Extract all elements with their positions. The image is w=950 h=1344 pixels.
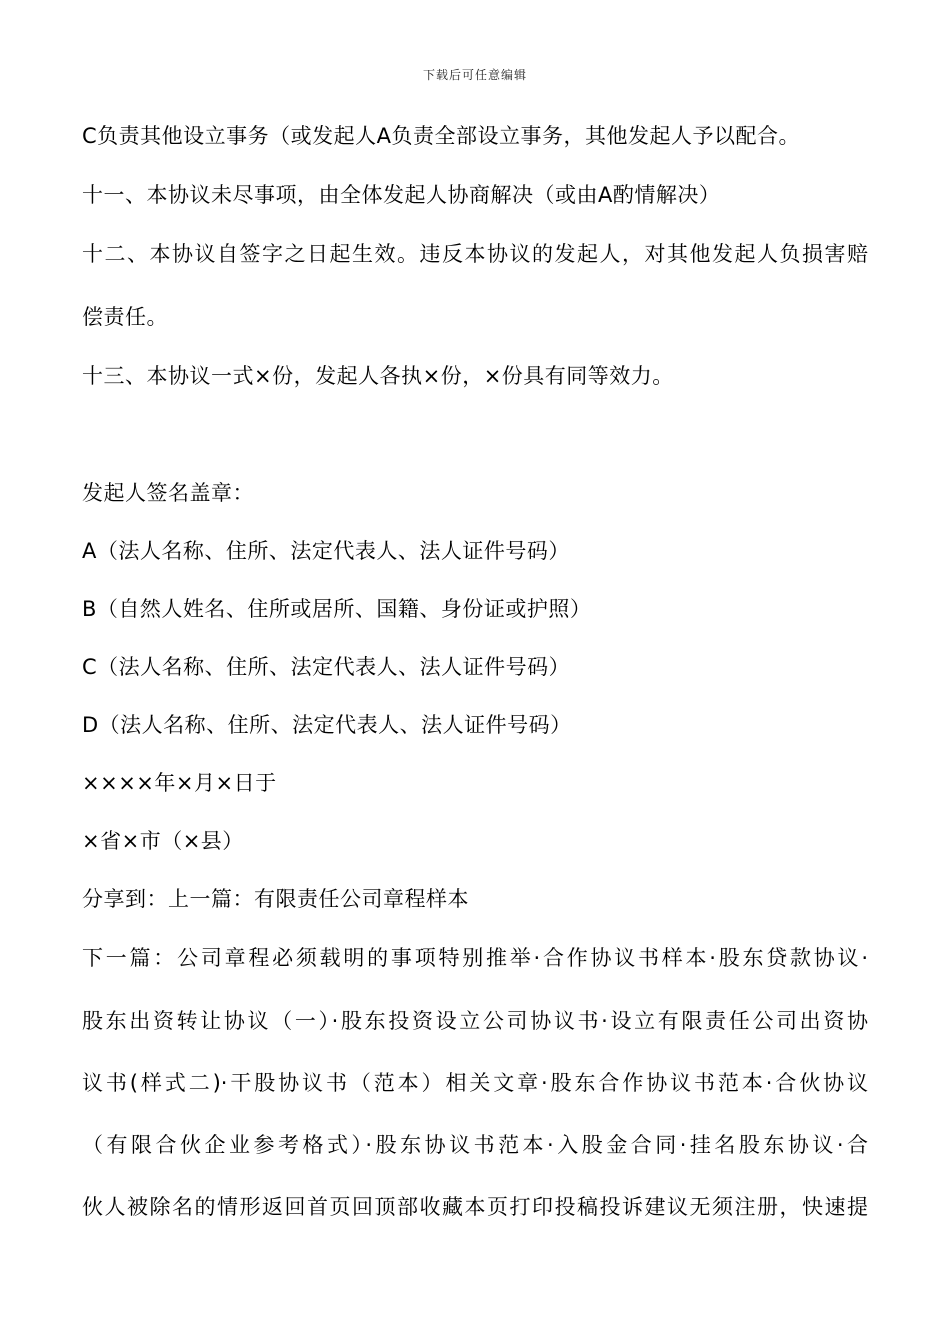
clause-twelve-continued: 偿责任。 [82, 305, 168, 329]
signature-heading: 发起人签名盖章： [82, 481, 254, 505]
signing-date: ××××年×月×日于 [82, 771, 277, 795]
footer-links: 伙人被除名的情形返回首页回顶部收藏本页打印投稿投诉建议无须注册，快速提 [82, 1195, 868, 1219]
clause-twelve: 十二、本协议自签字之日起生效。违反本协议的发起人，对其他发起人负损害赔 [82, 242, 868, 266]
clause-eleven: 十一、本协议未尽事项，由全体发起人协商解决（或由A酌情解决） [82, 183, 721, 207]
page-header: 下载后可任意编辑 [422, 68, 527, 82]
related-article-list: 股东出资转让协议（一）·股东投资设立公司协议书·设立有限责任公司出资协 [82, 1009, 868, 1033]
signatory-a: A（法人名称、住所、法定代表人、法人证件号码） [82, 539, 570, 563]
next-article-list: 下一篇：公司章程必须载明的事项特别推举·合作协议书样本·股东贷款协议· [82, 946, 868, 970]
share-previous-article: 分享到：上一篇：有限责任公司章程样本 [82, 887, 469, 911]
signatory-c: C（法人名称、住所、法定代表人、法人证件号码） [82, 655, 571, 679]
signatory-b: B（自然人姓名、住所或居所、国籍、身份证或护照） [82, 597, 592, 621]
clause-thirteen: 十三、本协议一式×份，发起人各执×份，×份具有同等效力。 [82, 364, 674, 388]
related-article-list: （有限合伙企业参考格式）·股东协议书范本·入股金合同·挂名股东协议·合 [82, 1133, 868, 1157]
signing-place: ×省×市（×县） [82, 829, 244, 853]
signatory-d: D（法人名称、住所、法定代表人、法人证件号码） [82, 713, 572, 737]
clause-c-duties: C负责其他设立事务（或发起人A负责全部设立事务，其他发起人予以配合。 [82, 124, 801, 148]
related-article-list: 议书(样式二)·干股协议书（范本）相关文章·股东合作协议书范本·合伙协议 [82, 1071, 868, 1095]
